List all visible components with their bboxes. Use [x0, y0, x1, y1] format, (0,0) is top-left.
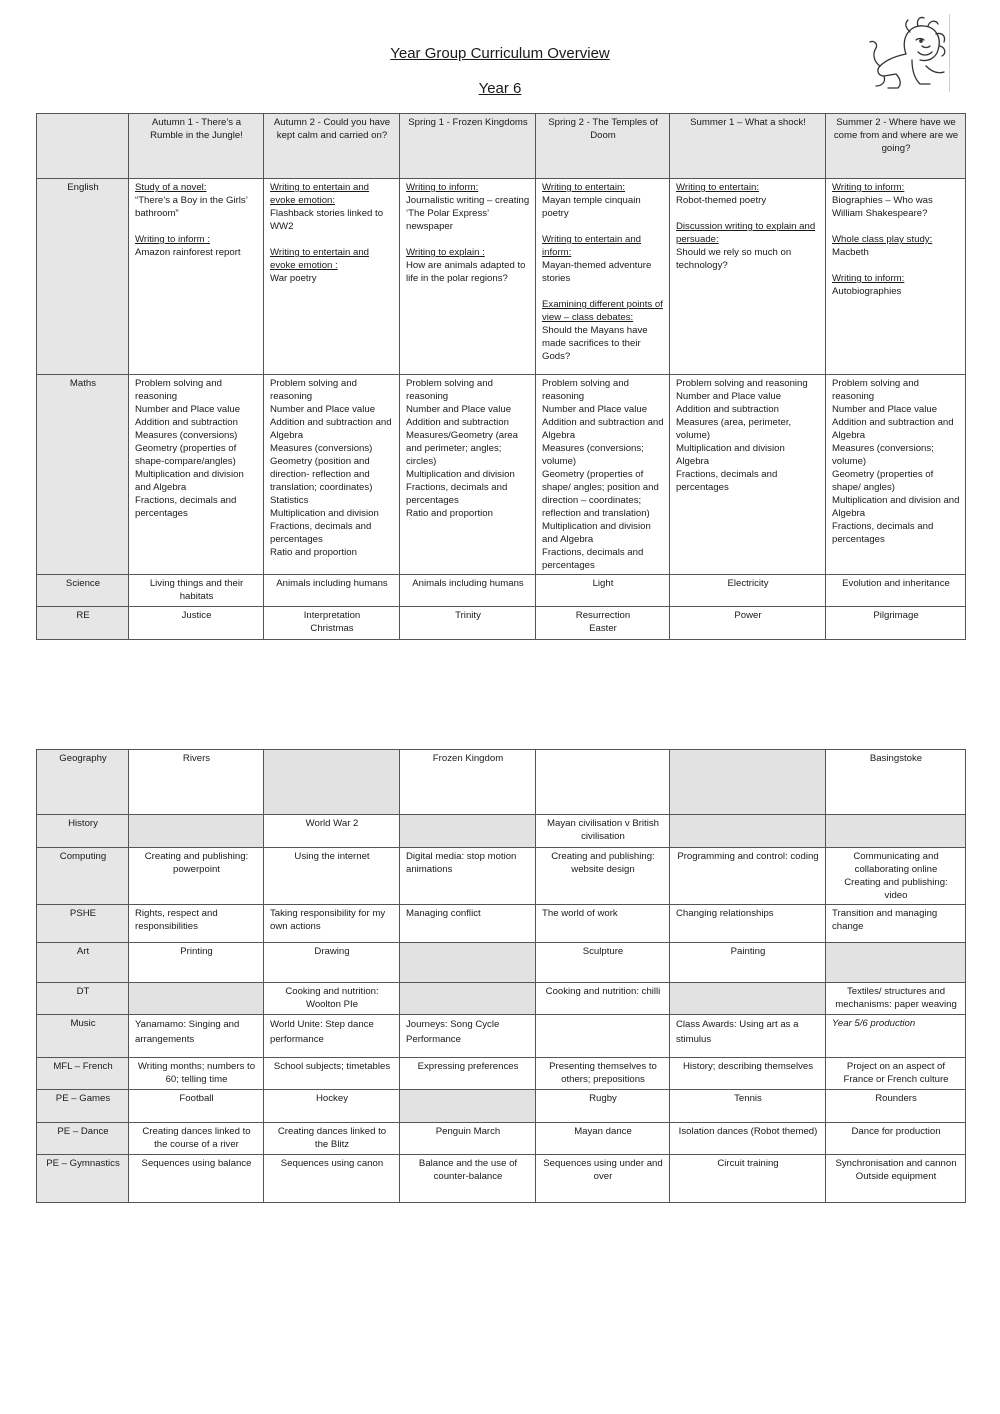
re-summer-2	[826, 607, 966, 640]
cell-line: Measures (conversions; volume)	[832, 443, 934, 467]
english-a2-text-2: War poetry	[270, 273, 317, 284]
pe-dance-row	[37, 1123, 966, 1155]
english-su1-heading-1: Writing to entertain:	[676, 182, 760, 193]
document-title: Year Group Curriculum Overview	[390, 45, 610, 62]
computing-summer-2	[826, 848, 966, 905]
subject-pshe: PSHE	[37, 905, 129, 943]
english-s2-heading-2: Writing to entertain and inform:	[542, 234, 642, 258]
pshe-autumn-1: Rights, respect and responsibilities	[129, 905, 264, 943]
english-s2-text-2: Mayan-themed adventure stories	[542, 260, 652, 284]
cell-line: Addition and subtraction	[406, 417, 509, 428]
pe-gymnastics-row	[37, 1155, 966, 1203]
cell-line: Number and Place value	[542, 404, 648, 415]
cell-line: Pilgrimage	[873, 610, 919, 621]
term-autumn-1: Autumn 1 - There’s a Rumble in the Jungle!	[129, 114, 264, 179]
music-row	[37, 1015, 966, 1058]
cell-line: Fractions, decimals and percentages	[135, 495, 237, 519]
cell-line: Trinity	[455, 610, 481, 621]
cell-line: Multiplication and division	[270, 508, 379, 519]
cell-line: Multiplication and division and Algebra	[542, 521, 651, 545]
geography-spring-2	[536, 750, 670, 815]
english-s2-heading-3: Examining different points of view – class debates:	[542, 299, 663, 323]
re-autumn-1	[129, 607, 264, 640]
cell-line: Number and Place value	[832, 404, 938, 415]
subject-history: History	[37, 815, 129, 848]
cell-line: Number and Place value	[270, 404, 376, 415]
pe-games-spring-1	[400, 1090, 536, 1123]
english-summer-2	[826, 179, 966, 375]
cell-line: Digital media: stop motion animations	[406, 851, 517, 875]
geography-summer-2: Basingstoke	[826, 750, 966, 815]
pe-games-spring-2: Rugby	[536, 1090, 670, 1123]
english-su2-heading-2: Whole class play study:	[832, 234, 933, 245]
term-spring-2: Spring 2 - The Temples of Doom	[536, 114, 670, 179]
music-summer-2: Year 5/6 production	[826, 1015, 966, 1058]
cell-line: Programming and control: coding	[677, 851, 819, 862]
pe-dance-spring-2: Mayan dance	[536, 1123, 670, 1155]
dt-autumn-2: Cooking and nutrition: Woolton PIe	[264, 983, 400, 1015]
cell-line: Sequences using canon	[280, 1158, 384, 1169]
english-su2-heading-3: Writing to inform:	[832, 273, 905, 284]
pe-gym-spring-2	[536, 1155, 670, 1203]
pe-gym-summer-1	[670, 1155, 826, 1203]
pshe-spring-2: The world of work	[536, 905, 670, 943]
cell-line: Ratio and proportion	[406, 508, 493, 519]
geography-autumn-2	[264, 750, 400, 815]
pshe-autumn-2: Taking responsibility for my own actions	[264, 905, 400, 943]
term-summer-1: Summer 1 – What a shock!	[670, 114, 826, 179]
pe-games-summer-1: Tennis	[670, 1090, 826, 1123]
computing-spring-2	[536, 848, 670, 905]
subject-pe-games: PE – Games	[37, 1090, 129, 1123]
dt-autumn-1	[129, 983, 264, 1015]
mfl-row	[37, 1058, 966, 1090]
english-s2-heading-1: Writing to entertain:	[542, 182, 626, 193]
english-su2-heading-1: Writing to inform:	[832, 182, 905, 193]
geography-autumn-1: Rivers	[129, 750, 264, 815]
history-summer-1	[670, 815, 826, 848]
cell-line: Number and Place value	[406, 404, 512, 415]
english-autumn-1	[129, 179, 264, 375]
geography-spring-1: Frozen Kingdom	[400, 750, 536, 815]
english-a1-heading-2: Writing to inform :	[135, 234, 210, 245]
english-summer-1	[670, 179, 826, 375]
cell-line: Measures/Geometry (area and perimeter; angles; circles)	[406, 430, 518, 467]
history-row	[37, 815, 966, 848]
mfl-summer-1: History; describing themselves	[670, 1058, 826, 1090]
cell-line: Addition and subtraction and Algebra	[270, 417, 392, 441]
history-autumn-1	[129, 815, 264, 848]
music-spring-1: Journeys: Song Cycle Performance	[400, 1015, 536, 1058]
english-s2-text-3: Should the Mayans have made sacrifices to their Gods?	[542, 325, 648, 362]
cell-line: Measures (conversions; volume)	[542, 443, 644, 467]
cell-line: Addition and subtraction	[135, 417, 238, 428]
cell-line: Communicating and collaborating online	[853, 851, 939, 875]
maths-summer-1	[670, 375, 826, 575]
pe-dance-autumn-1: Creating dances linked to the course of a river	[129, 1123, 264, 1155]
curriculum-table-core	[36, 113, 966, 640]
science-spring-1: Animals including humans	[400, 575, 536, 607]
subject-science: Science	[37, 575, 129, 607]
mfl-autumn-2: School subjects; timetables	[264, 1058, 400, 1090]
dt-summer-1	[670, 983, 826, 1015]
cell-line: Multiplication and division and Algebra	[135, 469, 244, 493]
pe-dance-autumn-2: Creating dances linked to the Blitz	[264, 1123, 400, 1155]
english-spring-1	[400, 179, 536, 375]
subject-pe-gymnastics: PE – Gymnastics	[37, 1155, 129, 1203]
geography-row	[37, 750, 966, 815]
art-autumn-1: Printing	[129, 943, 264, 983]
cell-line: Fractions, decimals and percentages	[676, 469, 778, 493]
cell-line: Number and Place value	[676, 391, 782, 402]
cell-line: Multiplication and division and Algebra	[832, 495, 960, 519]
computing-row	[37, 848, 966, 905]
subject-maths: Maths	[37, 375, 129, 575]
cell-line: Statistics	[270, 495, 309, 506]
english-su2-text-3: Autobiographies	[832, 286, 902, 297]
cell-line: Geometry (properties of shape/ angles; position and direction – coordinates; reflection and translation)	[542, 469, 659, 519]
mfl-summer-2: Project on an aspect of France or French culture	[826, 1058, 966, 1090]
subject-pe-dance: PE – Dance	[37, 1123, 129, 1155]
cell-line: Circuit training	[717, 1158, 779, 1169]
cell-line: Problem solving and reasoning	[676, 378, 808, 389]
maths-spring-1	[400, 375, 536, 575]
cell-line: Measures (area, perimeter, volume)	[676, 417, 792, 441]
cell-line: Using the internet	[294, 851, 370, 862]
history-autumn-2: World War 2	[264, 815, 400, 848]
art-autumn-2: Drawing	[264, 943, 400, 983]
cell-line: Sequences using under and over	[543, 1158, 663, 1182]
cell-line: Resurrection	[575, 610, 631, 621]
subject-art: Art	[37, 943, 129, 983]
science-autumn-1: Living things and their habitats	[129, 575, 264, 607]
music-autumn-2: World Unite: Step dance performance	[264, 1015, 400, 1058]
english-s1-text-2: How are animals adapted to life in the polar regions?	[406, 260, 526, 284]
pshe-summer-2: Transition and managing change	[826, 905, 966, 943]
dt-spring-1	[400, 983, 536, 1015]
cell-line: Problem solving and reasoning	[270, 378, 357, 402]
english-spring-2	[536, 179, 670, 375]
english-su1-heading-2: Discussion writing to explain and persuade:	[676, 221, 816, 245]
curriculum-table-foundation	[36, 749, 966, 1203]
cell-line: Measures (conversions)	[270, 443, 373, 454]
header-divider	[949, 14, 950, 92]
re-spring-1	[400, 607, 536, 640]
science-autumn-2: Animals including humans	[264, 575, 400, 607]
cell-line: Creating and publishing: powerpoint	[144, 851, 249, 875]
music-summer-1: Class Awards: Using art as a stimulus	[670, 1015, 826, 1058]
lion-logo-icon	[866, 14, 952, 94]
re-summer-1	[670, 607, 826, 640]
computing-autumn-2	[264, 848, 400, 905]
cell-line: Fractions, decimals and percentages	[406, 482, 508, 506]
cell-line: Multiplication and division	[406, 469, 515, 480]
term-header-row	[37, 114, 966, 179]
maths-row	[37, 375, 966, 575]
cell-line: Number and Place value	[135, 404, 241, 415]
history-spring-2: Mayan civilisation v British civilisation	[536, 815, 670, 848]
cell-line: Problem solving and reasoning	[406, 378, 493, 402]
pe-gym-autumn-2	[264, 1155, 400, 1203]
dt-row	[37, 983, 966, 1015]
music-spring-2	[536, 1015, 670, 1058]
music-autumn-1: Yanamamo: Singing and arrangements	[129, 1015, 264, 1058]
geography-summer-1	[670, 750, 826, 815]
pe-gym-autumn-1	[129, 1155, 264, 1203]
history-spring-1	[400, 815, 536, 848]
cell-line: Justice	[181, 610, 212, 621]
subject-english: English	[37, 179, 129, 375]
english-a1-heading-1: Study of a novel:	[135, 182, 207, 193]
art-row	[37, 943, 966, 983]
subject-mfl: MFL – French	[37, 1058, 129, 1090]
english-s1-heading-1: Writing to inform:	[406, 182, 479, 193]
pshe-spring-1: Managing conflict	[400, 905, 536, 943]
cell-line: Multiplication and division	[676, 443, 785, 454]
corner-cell	[37, 114, 129, 179]
cell-line: Balance and the use of counter-balance	[418, 1158, 518, 1182]
mfl-spring-1: Expressing preferences	[400, 1058, 536, 1090]
cell-line: Problem solving and reasoning	[832, 378, 919, 402]
cell-line: Addition and subtraction	[676, 404, 779, 415]
re-spring-2	[536, 607, 670, 640]
cell-line: Fractions, decimals and percentages	[542, 547, 644, 571]
cell-line: Power	[734, 610, 762, 621]
science-row	[37, 575, 966, 607]
history-summer-2	[826, 815, 966, 848]
term-summer-2: Summer 2 - Where have we come from and where are we going?	[826, 114, 966, 179]
cell-line: Geometry (position and direction- reflection and translation; coordinates)	[270, 456, 373, 493]
dt-spring-2: Cooking and nutrition: chilli	[536, 983, 670, 1015]
science-summer-1: Electricity	[670, 575, 826, 607]
cell-line: Problem solving and reasoning	[135, 378, 222, 402]
pshe-row	[37, 905, 966, 943]
term-autumn-2: Autumn 2 - Could you have kept calm and carried on?	[264, 114, 400, 179]
art-spring-1	[400, 943, 536, 983]
english-s1-text-1: Journalistic writing – creating ‘The Polar Express’ newspaper	[406, 195, 530, 232]
computing-summer-1	[670, 848, 826, 905]
dt-summer-2: Textiles/ structures and mechanisms: paper weaving	[826, 983, 966, 1015]
cell-line: Fractions, decimals and percentages	[270, 521, 372, 545]
english-su2-text-2: Macbeth	[832, 247, 869, 258]
maths-spring-2	[536, 375, 670, 575]
cell-line: Sequences using balance	[141, 1158, 252, 1169]
english-autumn-2	[264, 179, 400, 375]
subject-geography: Geography	[37, 750, 129, 815]
english-a1-text-2: Amazon rainforest report	[135, 247, 241, 258]
cell-line: Interpretation	[303, 610, 361, 621]
computing-autumn-1	[129, 848, 264, 905]
cell-line: Algebra	[676, 456, 710, 467]
english-su1-text-1: Robot-themed poetry	[676, 195, 767, 206]
re-row	[37, 607, 966, 640]
pe-games-autumn-1: Football	[129, 1090, 264, 1123]
cell-line: Geometry (properties of shape-compare/angles)	[135, 443, 237, 467]
english-a1-text-1: “There’s a Boy in the Girls’ bathroom”	[135, 195, 248, 219]
pe-dance-summer-1: Isolation dances (Robot themed)	[670, 1123, 826, 1155]
art-summer-2	[826, 943, 966, 983]
mfl-spring-2: Presenting themselves to others; prepositions	[536, 1058, 670, 1090]
english-s2-text-1: Mayan temple cinquain poetry	[542, 195, 641, 219]
cell-line: Geometry (properties of shape/ angles)	[832, 469, 934, 493]
pe-dance-spring-1: Penguin March	[400, 1123, 536, 1155]
pe-games-summer-2: Rounders	[826, 1090, 966, 1123]
science-summer-2: Evolution and inheritance	[826, 575, 966, 607]
pe-gym-summer-2	[826, 1155, 966, 1203]
subject-dt: DT	[37, 983, 129, 1015]
maths-autumn-2	[264, 375, 400, 575]
maths-autumn-1	[129, 375, 264, 575]
cell-line: Problem solving and reasoning	[542, 378, 629, 402]
art-spring-2: Sculpture	[536, 943, 670, 983]
pe-dance-summer-2: Dance for production	[826, 1123, 966, 1155]
subject-re: RE	[37, 607, 129, 640]
cell-line: Christmas	[310, 623, 354, 634]
english-a2-heading-2: Writing to entertain and evoke emotion :	[270, 247, 370, 271]
cell-line: Addition and subtraction and Algebra	[542, 417, 664, 441]
pe-games-row	[37, 1090, 966, 1123]
pshe-summer-1: Changing relationships	[670, 905, 826, 943]
art-summer-1: Painting	[670, 943, 826, 983]
english-su1-text-2: Should we rely so much on technology?	[676, 247, 792, 271]
cell-line: Measures (conversions)	[135, 430, 238, 441]
mfl-autumn-1: Writing months; numbers to 60; telling time	[129, 1058, 264, 1090]
document-subtitle: Year 6	[478, 80, 522, 97]
cell-line: Synchronisation and cannon	[835, 1158, 957, 1169]
english-a2-text-1: Flashback stories linked to WW2	[270, 208, 384, 232]
cell-line: Addition and subtraction and Algebra	[832, 417, 954, 441]
cell-line: Creating and publishing: video	[844, 877, 948, 901]
re-autumn-2	[264, 607, 400, 640]
cell-line: Ratio and proportion	[270, 547, 357, 558]
cell-line: Fractions, decimals and percentages	[832, 521, 934, 545]
computing-spring-1	[400, 848, 536, 905]
english-su2-text-1: Biographies – Who was William Shakespeare?	[832, 195, 933, 219]
cell-line: Easter	[589, 623, 617, 634]
science-spring-2: Light	[536, 575, 670, 607]
pe-games-autumn-2: Hockey	[264, 1090, 400, 1123]
term-spring-1: Spring 1 - Frozen Kingdoms	[400, 114, 536, 179]
english-s1-heading-2: Writing to explain :	[406, 247, 485, 258]
subject-music: Music	[37, 1015, 129, 1058]
english-a2-heading-1: Writing to entertain and evoke emotion:	[270, 182, 370, 206]
subject-computing: Computing	[37, 848, 129, 905]
maths-summer-2	[826, 375, 966, 575]
cell-line: Creating and publishing: website design	[551, 851, 655, 875]
pe-gym-spring-1	[400, 1155, 536, 1203]
english-row	[37, 179, 966, 375]
cell-line: Outside equipment	[855, 1171, 937, 1182]
